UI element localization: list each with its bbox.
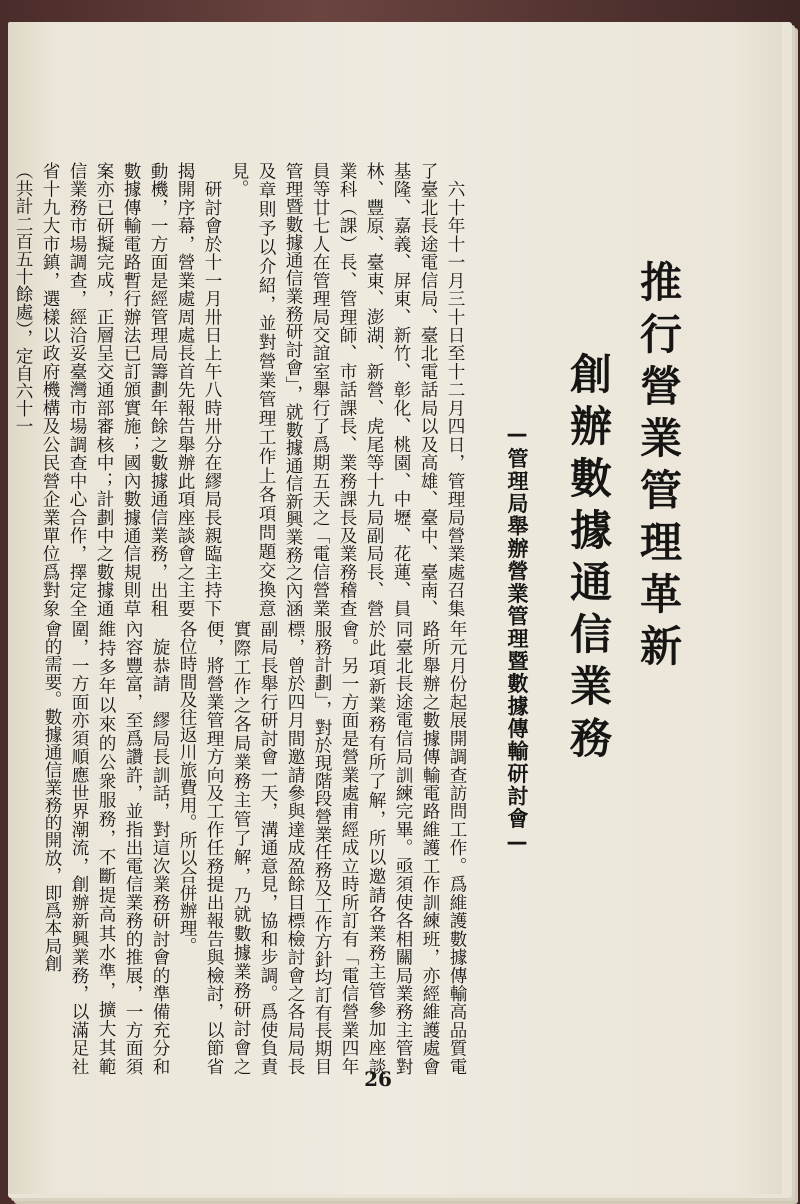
title-line-1: 推行營業管理革新 (634, 260, 683, 676)
book-page (8, 22, 782, 1194)
body-text-top: 六十年十一月三十日至十二月四日，管理局營業處召集了臺北長途電信局、臺北電話局以及高雄、臺中、臺南、基隆、嘉義、屏東、新竹、彰化、桃園、中壢、花蓮、員林、豐原、臺東、澎湖、新營、虎尾等十九局副局長、營業科（課）長、管理師、市話課長、業務課長及業務稽查員等廿七人在管理局交誼室舉行了爲期五天之「電信營業管理暨數據通信業務研討會」，就數據通信新興業務之內涵及章則予以介紹，並對營業管理工作上各項問題交換意見。 研討會於十一月卅日上午八時卅分在繆局長親臨主持下揭開序幕，營業處周處長首先報告舉辦此項座談會之主要動機，一方面是經管理局籌劃年餘之數據通信業務，出租數據傳輸電路暫行辦法已訂頒實施；國內數據通信規則草案亦已研擬完成，正層呈交通部審核中；計劃中之數據通信業務市場調查，經洽妥臺灣市場調查中心合作，擇定全省十九大市鎮，選樣以政府機構及公民營企業單位爲對象（共計二百五十餘處），定自六十一 (13, 162, 465, 617)
page-number: 26 (364, 1067, 392, 1091)
subtitle: —管理局舉辦營業管理暨數據傳輸研討會— (505, 422, 529, 856)
body-text-bottom: 年元月份起展開調查訪問工作。爲維護數據傳輸高品質電路所舉辦之數據傳輸電路維護工作訓練班，亦經維護處會同臺北長途電信局訓練完畢。亟須使各相關局業務主管對於此項新業務有所了解，所以邀請各業務主管參加座談會。另一方面是營業處甫經成立時所訂有「電信營業四年服務計劃」，對於現階段營業任務及工作方針均訂有長期目標，曾於四月間邀請參與達成盈餘目標檢討會之各局局長副局長舉行研討會一天，溝通意見，協和步調。爲使負責實際工作之各局業務主管了解，乃就數據業務研討會之便，將營業管理方向及工作任務提出報告與檢討，以節省各位時間及往返川旅費用。所以合併辦理。 旋恭請 繆局長訓話，對這次業務研討會的準備充分和內容豐富，至爲讚許，並指出電信業務的推展，一方面須維持多年以來的公衆服務，不斷提高其水準，擴大其範圍，一方面亦須順應世界潮流，創辦新興業務，以滿足社會的需要。數據通信業務的開放，即爲本局創 (42, 620, 467, 1075)
title-line-2: 創辦數據通信業務 (564, 352, 613, 768)
